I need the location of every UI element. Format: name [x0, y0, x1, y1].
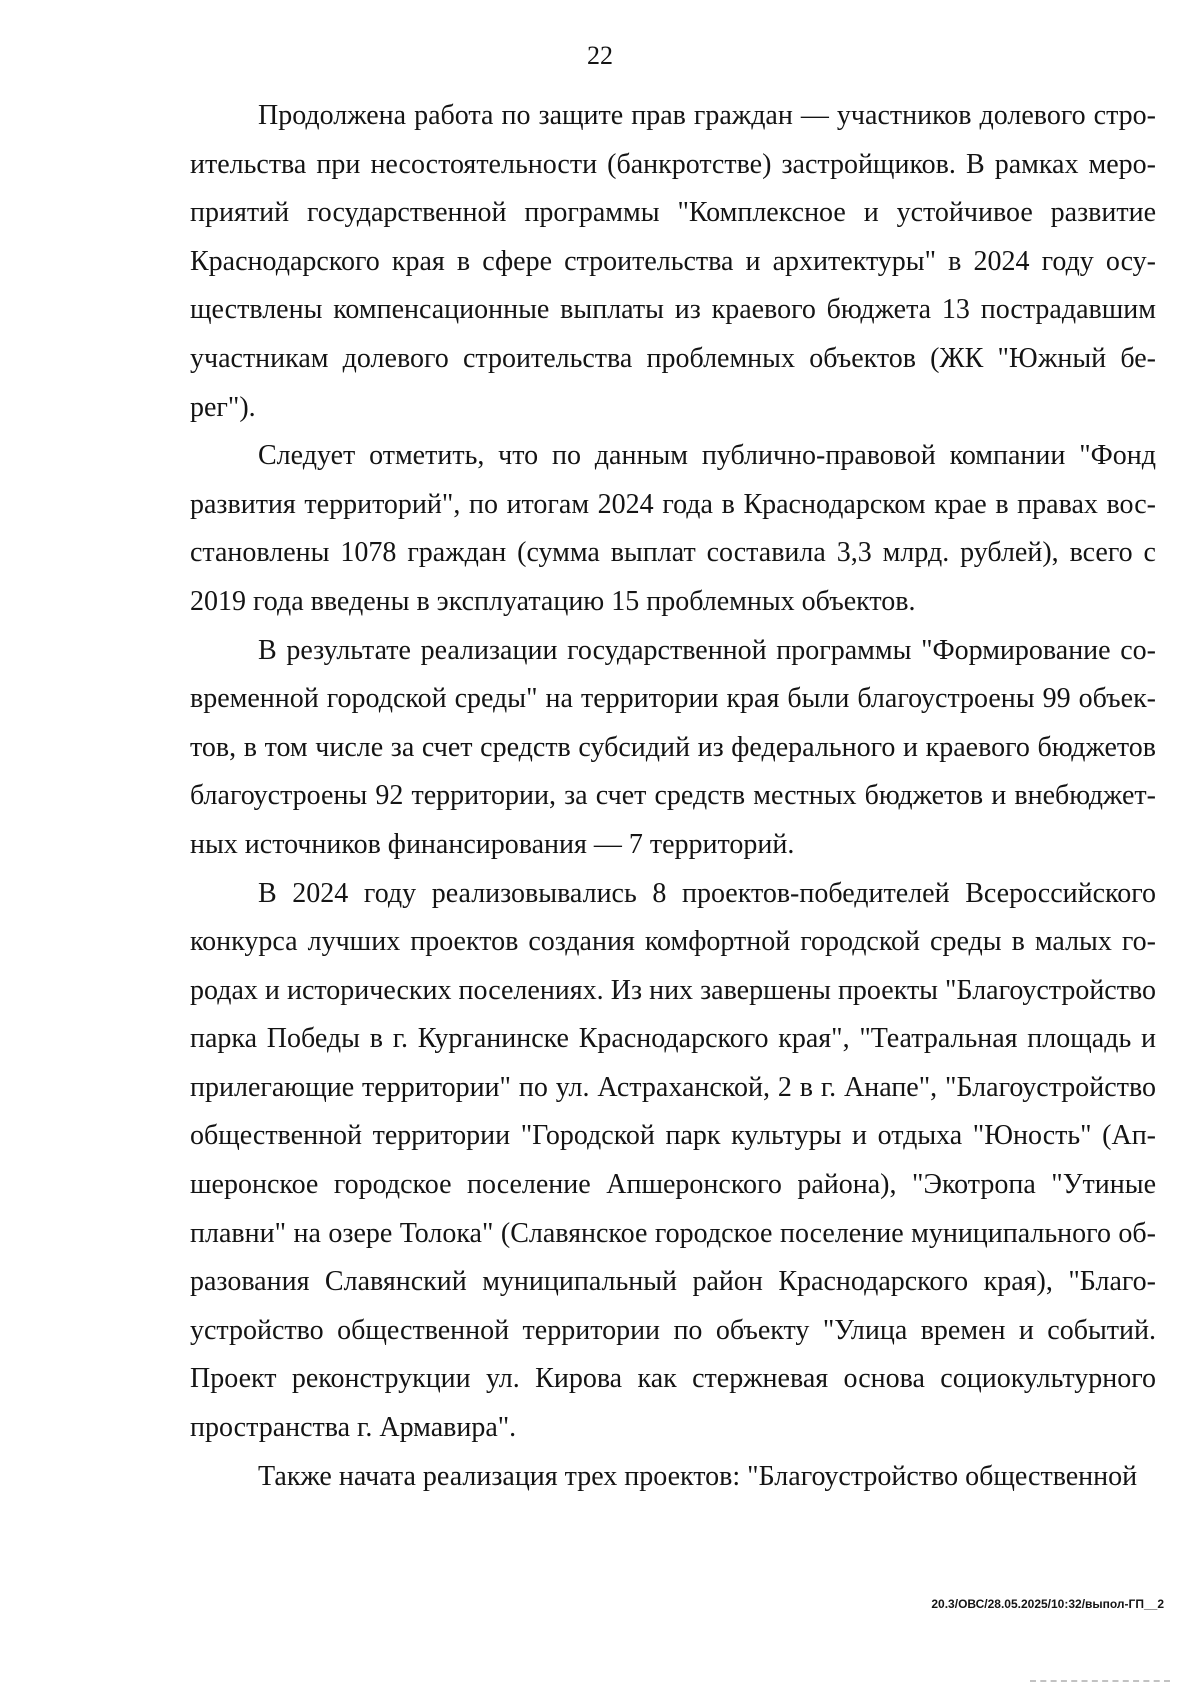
paragraph-territory-fund: Следует отметить, что по данным публично-правовой компании "Фонд развития территорий", по итогам 2024 года в Краснодарском крае в правах восстановлены 1078 граждан (сумма выплат составила 3,3 млрд. рублей), всего с 2019 года введены в эксплуатацию 15 проблемных объектов.	[190, 440, 1156, 617]
paragraph-new-projects: Также начата реализация трех проектов: "Благоустройство общественной	[258, 1460, 1138, 1492]
paragraph-urban-environment: В результате реализации государственной программы "Формирование современной городской среды" на территории края были благоустроены 99 объектов, в том числе за счет средств субсидий из федерального и краевого бюджетов благоустроены 92 территории, за счет средств местных бюджетов и внебюджетных источников финансирования — 7 территорий.	[190, 634, 1156, 860]
scan-edge-mark	[1030, 1680, 1170, 1686]
page-number: 22	[587, 41, 613, 70]
document-code: 20.3/ОВС/28.05.2025/10:32/выпол-ГП__2	[931, 1597, 1164, 1611]
paragraph-shared-construction: Продолжена работа по защите прав граждан — участников долевого строительства при несостоятельности (банкротстве) застройщиков. В рамках мероприятий государственной программы "Комплексное и устойчивое развитие Краснодарского края в сфере строительства и архитектуры" в 2024 году осуществлены компенсационные выплаты из краевого бюджета 13 пострадавшим участникам долевого строительства проблемных объектов (ЖК "Южный берег").	[190, 100, 1156, 423]
document-body	[190, 92, 1156, 1501]
paragraph-winner-projects: В 2024 году реализовывались 8 проектов-победителей Всероссийского конкурса лучших проектов создания комфортной городской среды в малых городах и исторических поселениях. Из них завершены проекты "Благоустройство парка Победы в г. Курганинске Краснодарского края", "Театральная площадь и прилегающие территории" по ул. Астраханской, 2 в г. Анапе", "Благоустройство общественной территории "Городской парк культуры и отдыха "Юность" (Апшеронское городское поселение Апшеронского района), "Экотропа "Утиные плавни" на озере Толока" (Славянское городское поселение муниципального образования Славянский муниципальный район Краснодарского края), "Благоустройство общественной территории по объекту "Улица времен и событий. Проект реконструкции ул. Кирова как стержневая основа социокультурного пространства г. Армавира".	[190, 877, 1156, 1444]
